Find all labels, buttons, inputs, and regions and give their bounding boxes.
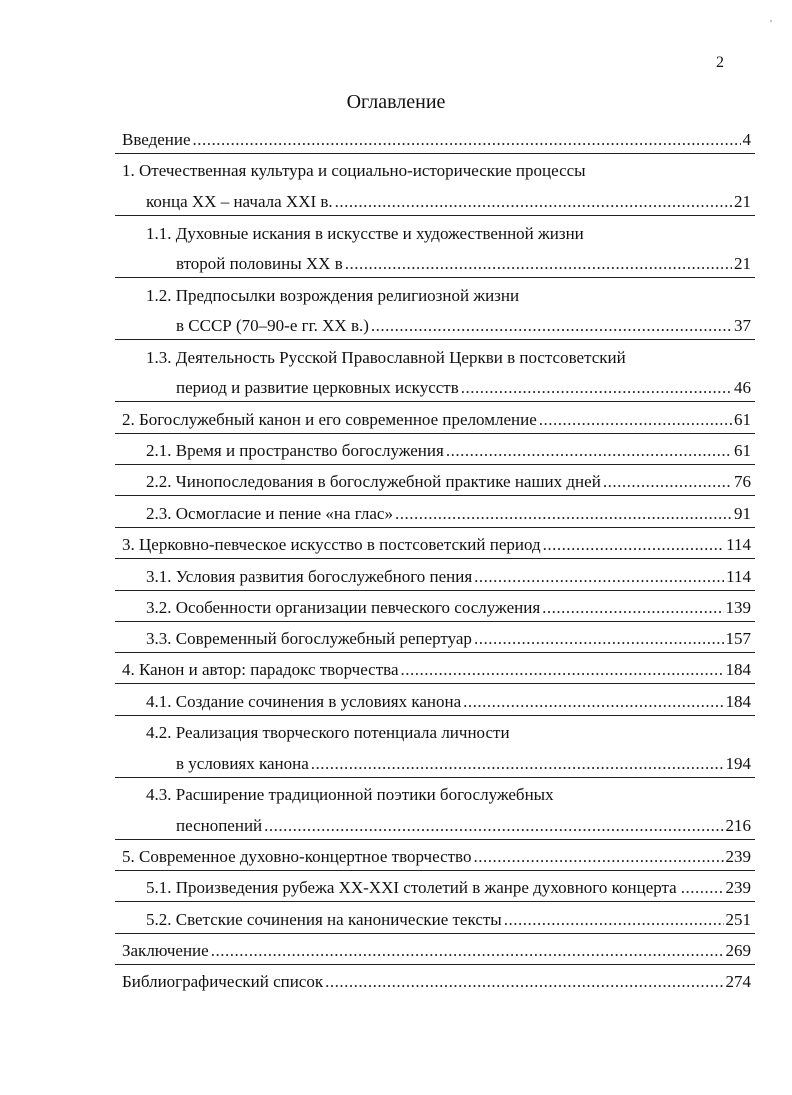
toc-entry-text: 2.3. Осмогласие и пение «на глас»	[146, 504, 393, 523]
row-divider	[115, 652, 755, 653]
row-divider	[115, 590, 755, 591]
toc-entry-1-2-line2[interactable]	[176, 314, 751, 338]
toc-page-number: 37	[734, 316, 751, 335]
row-divider	[115, 558, 755, 559]
toc-entry-text: период и развитие церковных искусств	[176, 378, 459, 397]
row-divider	[115, 433, 755, 434]
dot-leader	[325, 970, 723, 994]
dot-leader	[539, 408, 732, 432]
dot-leader	[345, 252, 732, 276]
toc-entry-3[interactable]	[122, 533, 751, 557]
toc-page-number: 216	[725, 816, 751, 835]
toc-entry-1-3-line2[interactable]	[176, 376, 751, 400]
toc-entry-2-3[interactable]	[146, 502, 751, 526]
dot-leader	[371, 314, 732, 338]
toc-page-number: 269	[725, 941, 751, 960]
row-divider	[115, 401, 755, 402]
toc-entry-text: Введение	[122, 130, 191, 149]
toc-entry-text: 5. Современное духовно-концертное творчество	[122, 847, 472, 866]
toc-entry-4-1[interactable]	[146, 690, 751, 714]
toc-entry-text: 4.3. Расширение традиционной поэтики богослужебных	[146, 785, 554, 804]
toc-entry-text: 2. Богослужебный канон и его современное преломление	[122, 410, 537, 429]
margin-mark: '	[770, 18, 772, 30]
toc-page-number: 274	[725, 972, 751, 991]
toc-entry-text: 5.2. Светские сочинения на канонические тексты	[146, 910, 502, 929]
toc-entry-text: 1.1. Духовные искания в искусстве и художественной жизни	[146, 224, 584, 243]
toc-entry-4-3-line1[interactable]	[146, 783, 554, 807]
toc-page-number: 239	[725, 878, 751, 897]
toc-page-number: 194	[725, 754, 751, 773]
row-divider	[115, 870, 755, 871]
toc-page-number: 184	[725, 660, 751, 679]
toc-page-number: 61	[734, 441, 751, 460]
toc-entry-text: 4. Канон и автор: парадокс творчества	[122, 660, 399, 679]
toc-entry-text: 4.2. Реализация творческого потенциала личности	[146, 723, 510, 742]
toc-entry-2-1[interactable]	[146, 439, 751, 463]
toc-entry-text: 5.1. Произведения рубежа XX-XXI столетий в жанре духовного концерта	[146, 878, 677, 897]
toc-entry-text: 3.1. Условия развития богослужебного пения	[146, 567, 473, 586]
toc-page-number: 21	[734, 192, 751, 211]
toc-entry-text: в СССР (70–90-е гг. XX в.)	[176, 316, 369, 335]
toc-entry-2[interactable]	[122, 408, 751, 432]
toc-entry-1-line2[interactable]	[146, 190, 751, 214]
row-divider	[115, 777, 755, 778]
toc-entry-3-1[interactable]	[146, 565, 751, 589]
toc-entry-1-3-line1[interactable]	[146, 346, 626, 370]
toc-entry-bibliography[interactable]	[122, 970, 751, 994]
toc-page-number: 239	[725, 847, 751, 866]
toc-entry-3-3[interactable]	[146, 627, 751, 651]
dot-leader	[542, 596, 723, 620]
dot-leader	[446, 439, 732, 463]
dot-leader	[193, 128, 741, 152]
toc-entry-4[interactable]	[122, 658, 751, 682]
toc-entry-text: 3.2. Особенности организации певческого сослужения	[146, 598, 541, 617]
toc-entry-text: 1. Отечественная культура и социально-исторические процессы	[122, 161, 586, 180]
row-divider	[115, 464, 755, 465]
toc-entry-4-2-line1[interactable]	[146, 721, 510, 745]
toc-page-number: 157	[725, 629, 751, 648]
dot-leader	[401, 658, 724, 682]
toc-page-number: 114	[726, 535, 751, 554]
toc-page-number: 91	[734, 504, 751, 523]
toc-entry-2-2[interactable]	[146, 470, 751, 494]
toc-entry-4-2-line2[interactable]	[176, 752, 751, 776]
toc-entry-1-line1[interactable]	[122, 159, 586, 183]
toc-entry-text: 1.2. Предпосылки возрождения религиозной жизни	[146, 286, 520, 305]
row-divider	[115, 153, 755, 154]
toc-entry-text: в условиях канона	[176, 754, 309, 773]
row-divider	[115, 527, 755, 528]
dot-leader	[474, 627, 724, 651]
dot-leader	[211, 939, 724, 963]
dot-leader	[335, 190, 732, 214]
dot-leader	[474, 565, 724, 589]
toc-entry-3-2[interactable]	[146, 596, 751, 620]
toc-page-number: 76	[734, 472, 751, 491]
toc-entry-1-1-line1[interactable]	[146, 222, 584, 246]
toc-entry-text: 3.3. Современный богослужебный репертуар	[146, 629, 472, 648]
row-divider	[115, 683, 755, 684]
toc-entry-text: Библиографический список	[122, 972, 324, 991]
toc-page-number: 114	[726, 567, 751, 586]
toc-page-number: 61	[734, 410, 751, 429]
row-divider	[115, 215, 755, 216]
toc-entry-4-3-line2[interactable]	[176, 814, 751, 838]
dot-leader	[504, 908, 724, 932]
dot-leader	[264, 814, 723, 838]
toc-page-number: 184	[725, 692, 751, 711]
dot-leader	[681, 876, 722, 900]
toc-entry-text: 2.1. Время и пространство богослужения	[146, 441, 444, 460]
dot-leader	[603, 470, 732, 494]
dot-leader	[473, 845, 723, 869]
toc-entry-text: Заключение	[122, 941, 209, 960]
row-divider	[115, 277, 755, 278]
toc-entry-text: 1.3. Деятельность Русской Православной Церкви в постсоветский	[146, 348, 626, 367]
row-divider	[115, 839, 755, 840]
dot-leader	[395, 502, 732, 526]
toc-page-number: 139	[725, 598, 751, 617]
toc-entry-text: второй половины XX в	[176, 254, 343, 273]
row-divider	[115, 715, 755, 716]
toc-entry-1-2-line1[interactable]	[146, 284, 519, 308]
dot-leader	[543, 533, 725, 557]
row-divider	[115, 964, 755, 965]
page-number: 2	[716, 54, 724, 71]
toc-entry-text: 2.2. Чинопоследования в богослужебной практике наших дней	[146, 472, 601, 491]
row-divider	[115, 495, 755, 496]
dot-leader	[463, 690, 723, 714]
dot-leader	[311, 752, 724, 776]
toc-entry-intro[interactable]	[122, 128, 751, 152]
page-title: Оглавление	[346, 91, 446, 113]
toc-entry-5[interactable]	[122, 845, 751, 869]
toc-entry-text: песнопений	[176, 816, 263, 835]
toc-page-number: 4	[742, 130, 751, 149]
toc-page-number: 46	[734, 378, 751, 397]
toc-entry-1-1-line2[interactable]	[176, 252, 751, 276]
dot-leader	[461, 376, 732, 400]
row-divider	[115, 339, 755, 340]
toc-entry-5-1[interactable]	[146, 876, 751, 900]
toc-entry-text: 4.1. Создание сочинения в условиях канона	[146, 692, 462, 711]
toc-entry-text: 3. Церковно-певческое искусство в постсоветский период	[122, 535, 541, 554]
row-divider	[115, 901, 755, 902]
toc-page-number: 21	[734, 254, 751, 273]
toc-entry-5-2[interactable]	[146, 908, 751, 932]
toc-entry-text: конца XX – начала XXI в.	[146, 192, 333, 211]
toc-page-number: 251	[725, 910, 751, 929]
row-divider	[115, 621, 755, 622]
row-divider	[115, 933, 755, 934]
toc-entry-conclusion[interactable]	[122, 939, 751, 963]
